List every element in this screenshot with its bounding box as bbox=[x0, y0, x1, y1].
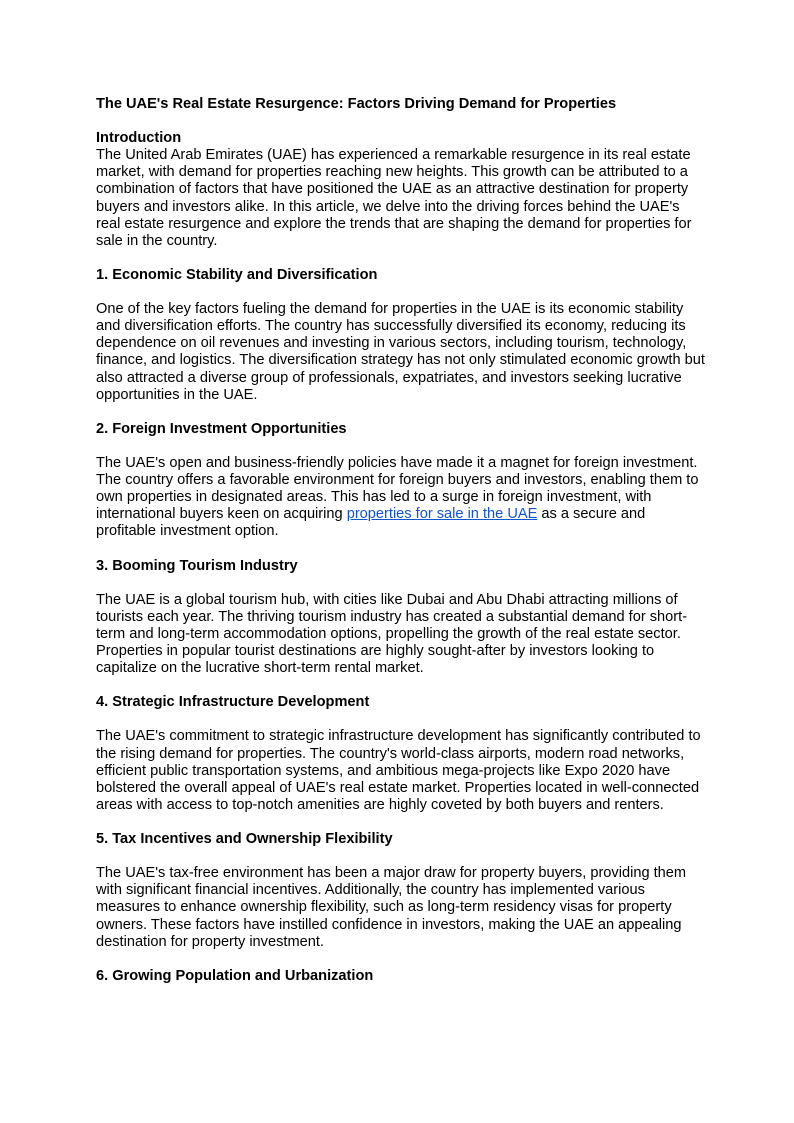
intro-heading: Introduction bbox=[96, 130, 182, 147]
document-page bbox=[96, 96, 706, 985]
paragraph-text: The UAE's open and business-friendly policies have made it a magnet for foreign investment. The country offers a favorable environment for foreign buyers and investors, enabling them to own properties in designated areas. This has led to a surge in foreign investment, with international buyers keen on acquiring bbox=[96, 454, 699, 523]
blank-line bbox=[96, 814, 706, 831]
section-heading-foreign-investment: 2. Foreign Investment Opportunities bbox=[96, 420, 347, 437]
blank-line bbox=[96, 848, 706, 865]
blank-line bbox=[96, 113, 706, 130]
blank-line bbox=[96, 711, 706, 728]
section-heading-economic-stability: 1. Economic Stability and Diversification bbox=[96, 266, 378, 283]
blank-line bbox=[96, 677, 706, 694]
paragraph-text: as a secure and profitable investment option. bbox=[96, 506, 646, 540]
section-heading-population: 6. Growing Population and Urbanization bbox=[96, 967, 374, 984]
section-paragraph-economic-stability: One of the key factors fueling the demand for properties in the UAE is its economic stability and diversification efforts. The country has successfully diversified its economy, reducing its dependence on oil revenues and investing in various sectors, including tourism, technology, finance, and logistics. The diversification strategy has not only stimulated economic growth but also attracted a diverse group of professionals, expatriates, and investors seeking lucrative opportunities in the UAE. bbox=[96, 301, 705, 403]
blank-line bbox=[96, 951, 706, 968]
blank-line bbox=[96, 404, 706, 421]
section-heading-infrastructure: 4. Strategic Infrastructure Development bbox=[96, 694, 370, 711]
section-paragraph-foreign-investment bbox=[96, 455, 706, 540]
blank-line bbox=[96, 284, 706, 301]
properties-for-sale-link[interactable]: properties for sale in the UAE bbox=[346, 506, 538, 523]
document-title: The UAE's Real Estate Resurgence: Factors Driving Demand for Properties bbox=[96, 96, 617, 112]
section-heading-tax-incentives: 5. Tax Incentives and Ownership Flexibility bbox=[96, 831, 393, 848]
section-paragraph-infrastructure: The UAE's commitment to strategic infrastructure development has significantly contributed to the rising demand for properties. The country's world-class airports, modern road networks, efficient public transportation systems, and ambitious mega-projects like Expo 2020 have bolstered the overall appeal of UAE's real estate market. Properties located in well-connected areas with access to top-notch amenities are highly coveted by both buyers and renters. bbox=[96, 728, 701, 813]
section-paragraph-tax-incentives: The UAE's tax-free environment has been a major draw for property buyers, providing them with significant financial incentives. Additionally, the country has implemented various measures to enhance ownership flexibility, such as long-term residency visas for property owners. These factors have instilled confidence in investors, making the UAE an appealing destination for property investment. bbox=[96, 865, 687, 950]
blank-line bbox=[96, 540, 706, 557]
intro-paragraph: The United Arab Emirates (UAE) has experienced a remarkable resurgence in its real estate market, with demand for properties reaching new heights. This growth can be attributed to a combination of factors that have positioned the UAE as an attractive destination for property buyers and investors alike. In this article, we delve into the driving forces behind the UAE's real estate resurgence and explore the trends that are shaping the demand for properties for sale in the country. bbox=[96, 147, 692, 249]
section-heading-tourism: 3. Booming Tourism Industry bbox=[96, 557, 298, 574]
section-paragraph-tourism: The UAE is a global tourism hub, with cities like Dubai and Abu Dhabi attracting millions of tourists each year. The thriving tourism industry has created a substantial demand for short-term and long-term accommodation options, propelling the growth of the real estate sector. Properties in popular tourist destinations are highly sought-after by investors looking to capitalize on the lucrative short-term rental market. bbox=[96, 591, 688, 677]
blank-line bbox=[96, 438, 706, 455]
blank-line bbox=[96, 575, 706, 592]
blank-line bbox=[96, 250, 706, 267]
